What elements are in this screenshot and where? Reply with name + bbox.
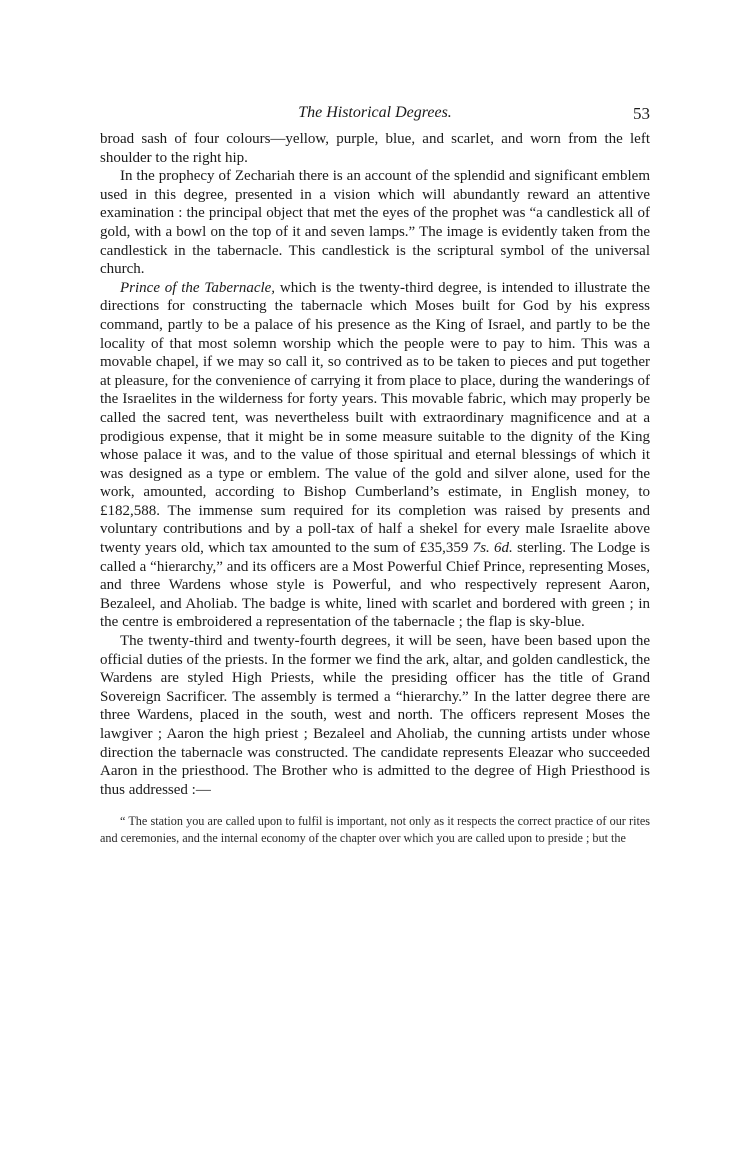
- paragraph-4: The twenty-third and twenty-fourth degrees, it will be seen, have been based upon the official duties of the priests. In the former we find the ark, altar, and golden candlestick, the Wardens are styled High Priests, while the presiding officer has the title of Grand Sovereign Sacrificer. The assembly is termed a “hierarchy.” In the latter degree there are three Wardens, placed in the south, west and north. The officers represent Moses the lawgiver ; Aaron the high priest ; Bezaleel and Aholiab, the cunning artists under whose direction the tabernacle was constructed. The candidate represents Eleazar who succeeded Aaron in the priesthood. The Brother who is admitted to the degree of High Priesthood is thus addressed :—: [100, 633, 650, 798]
- block-quote: [100, 813, 650, 846]
- paragraph-1: broad sash of four colours—yellow, purple, blue, and scarlet, and worn from the left shoulder to the right hip.: [100, 131, 650, 166]
- quote-text: “ The station you are called upon to fulfil is important, not only as it respects the correct practice of our rites and ceremonies, and the internal economy of the chapter over which you are called upon to preside ; but the: [100, 814, 650, 845]
- page-number: 53: [633, 104, 650, 123]
- body-text: [100, 130, 650, 799]
- page-header: [100, 104, 650, 130]
- degree-title: Prince of the Tabernacle,: [120, 279, 276, 296]
- paragraph-2: In the prophecy of Zechariah there is an account of the splendid and significant emblem used in this degree, presented in a vision which will abundantly reward an attentive examination : the principal object that met the eyes of the prophet was “a candlestick all of gold, with a bowl on the top of it and seven lamps.” The image is evidently taken from the candlestick in the tabernacle. This candlestick is the scriptural symbol of the universal church.: [100, 168, 650, 278]
- paragraph-3-text: which is the twenty-third degree, is intended to illustrate the directions for constructing the tabernacle which Moses built for God by his express command, partly to be a palace of his presence as the King of Israel, and partly to be the locality of that most solemn worship which the people were to pay to him. This was a movable chapel, if we may so call it, so contrived as to be taken to pieces and put together at pleasure, for the convenience of carrying it from place to place, during the wanderings of the Israelites in the wilderness for forty years. This movable fabric, which may properly be called the sacred tent, was nevertheless built with extraordinary magnificence and at a prodigious expense, that it might be in some measure suitable to the dignity of the King whose palace it was, and to the value of those spiritual and eternal blessings of which it was designed as a type or emblem. The value of the gold and silver alone, used for the work, amounted, according to Bishop Cumberland’s estimate, in English money, to £182,588. The immense sum required for its completion was raised by presents and voluntary contributions and by a poll-tax of half a shekel for every male Israelite above twenty years old, which tax amounted to the sum of £35,359: [100, 279, 650, 557]
- paragraph-3: [100, 279, 650, 632]
- running-title: The Historical Degrees.: [298, 104, 452, 121]
- paragraph-3-end: sterling. The Lodge is called a “hierarchy,” and its officers are a Most Powerful Chief Prince, representing Moses, and three Wardens whose style is Powerful, and who respectively represent Aaron, Bezaleel, and Aholiab. The badge is white, lined with scarlet and bordered with green ; in the centre is embroidered a representation of the tabernacle ; the flap is sky-blue.: [100, 540, 650, 631]
- book-page: [100, 104, 650, 846]
- money-amount: 7s. 6d.: [472, 540, 513, 557]
